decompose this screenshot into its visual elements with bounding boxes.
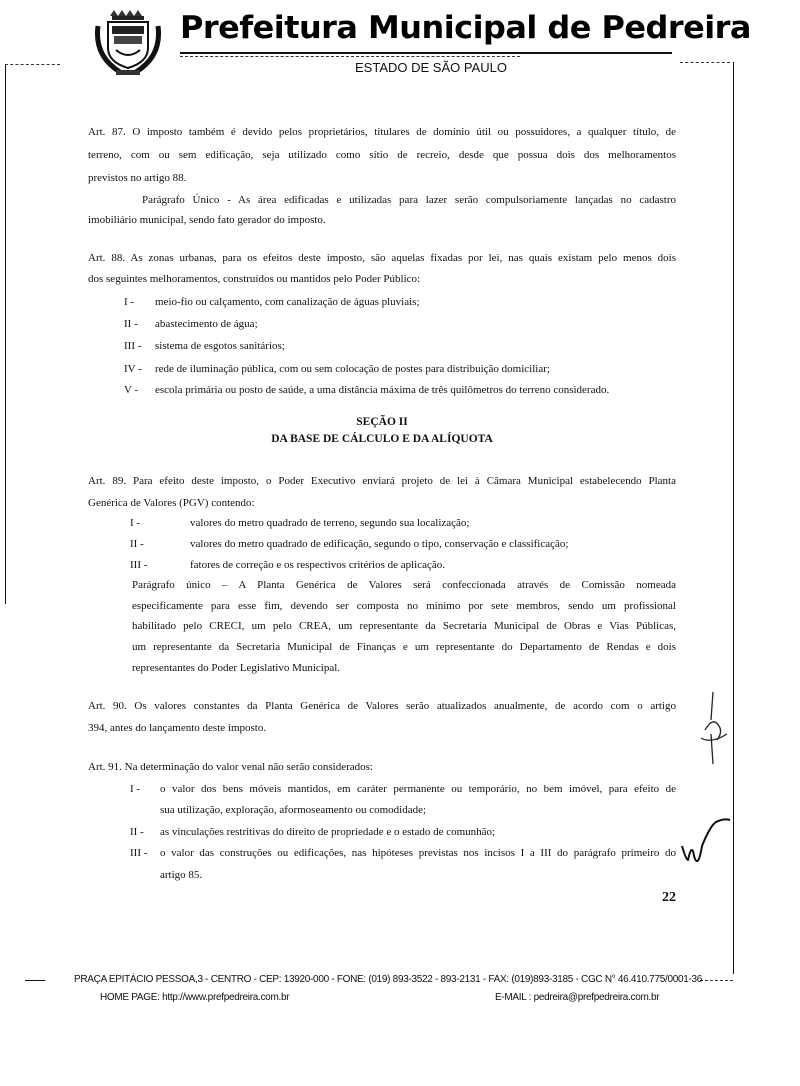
title-underline-dashed	[180, 56, 520, 57]
footer-address: PRAÇA EPITÁCIO PESSOA,3 - CENTRO - CEP: 13920-000 - FONE: (019) 893-3522 - 893-2131 - FAX: (019)893-3185 - CGC N° 46.410.775/0001-36	[74, 974, 703, 985]
art91-item-num: III -	[130, 847, 148, 859]
art89-paragraph-line: um representante da Secretaria Municipal de Finanças e um representante do Departamento de Rendas e dois	[132, 641, 676, 653]
art88-item-num: IV -	[124, 363, 142, 375]
border-top-left	[5, 64, 60, 65]
art89-item-num: I -	[130, 517, 141, 529]
art89-item-num: II -	[130, 538, 144, 550]
art89-item-text: fatores de correção e os respectivos critérios de aplicação.	[190, 559, 446, 571]
border-left	[5, 64, 6, 604]
section-title: DA BASE DE CÁLCULO E DA ALÍQUOTA	[271, 433, 493, 445]
art89-paragraph-line: habilitado pelo CRECI, um pelo CREA, um representante da Secretaria Municipal de Obras e Vias Públicas,	[132, 620, 676, 632]
art88-item-text: rede de iluminação pública, com ou sem colocação de postes para distribuição domiciliar;	[155, 363, 550, 375]
art89-paragraph-line: representantes do Poder Legislativo Municipal.	[132, 662, 341, 674]
title-underline	[180, 52, 672, 54]
art88-item-num: III -	[124, 340, 142, 352]
handwritten-initial-signature	[676, 810, 736, 865]
art91-line: Art. 91. Na determinação do valor venal não serão considerados:	[88, 761, 373, 773]
section-label: SEÇÃO II	[356, 416, 408, 428]
art87-line: previstos no artigo 88.	[88, 172, 187, 184]
page-title: Prefeitura Municipal de Pedreira	[180, 10, 751, 46]
art88-line: dos seguintes melhoramentos, construídos ou mantidos pelo Poder Público:	[88, 273, 421, 285]
art89-item-num: III -	[130, 559, 148, 571]
art89-item-text: valores do metro quadrado de terreno, segundo sua localização;	[190, 517, 470, 529]
art88-item-num: I -	[124, 296, 135, 308]
art88-item-text: sistema de esgotos sanitários;	[155, 340, 285, 352]
coat-of-arms-logo	[92, 6, 164, 80]
art91-item-text: artigo 85.	[160, 869, 203, 881]
border-top-right	[680, 62, 730, 63]
art89-paragraph-line: Parágrafo único – A Planta Genérica de Valores será confeccionada através de Comissão nomeada	[132, 579, 676, 591]
art89-item-text: valores do metro quadrado de edificação, segundo o tipo, conservação e classificação;	[190, 538, 569, 550]
art89-line: Art. 89. Para efeito deste imposto, o Poder Executivo enviará projeto de lei à Câmara Municipal estabelecendo Planta	[88, 475, 676, 487]
page-number: 22	[662, 890, 676, 905]
art89-line: Genérica de Valores (PGV) contendo:	[88, 497, 255, 509]
art88-item-num: II -	[124, 318, 138, 330]
art88-line: Art. 88. As zonas urbanas, para os efeitos deste imposto, são aquelas fixadas por lei, nas quais existam pelo menos dois	[88, 252, 676, 264]
border-bottom-left	[25, 980, 45, 981]
handwritten-initial-signature	[695, 690, 735, 770]
art91-item-text: o valor dos bens móveis mantidos, em caráter permanente ou temporário, no bem imóvel, para efeito de	[160, 783, 676, 795]
footer-email: E-MAIL : pedreira@prefpedreira.com.br	[495, 992, 660, 1003]
art91-item-text: o valor das construções ou edificações, nas hipóteses previstas nos incisos I a III do parágrafo primeiro do	[160, 847, 676, 859]
art91-item-num: I -	[130, 783, 141, 795]
art87-line: Art. 87. O imposto também é devido pelos proprietários, titulares de domínio útil ou possuidores, a qualquer título, de	[88, 126, 676, 138]
art88-item-text: abastecimento de água;	[155, 318, 258, 330]
art87-paragraph-line: imobiliário municipal, sendo fato gerador do imposto.	[88, 214, 326, 226]
art87-paragraph-line: Parágrafo Único - As área edificadas e utilizadas para lazer serão compulsoriamente lançadas no cadastro	[142, 194, 676, 206]
footer-homepage: HOME PAGE: http://www.prefpedreira.com.br	[100, 992, 290, 1003]
border-bottom-right	[700, 980, 733, 981]
art88-item-text: meio-fio ou calçamento, com canalização de águas pluviais;	[155, 296, 420, 308]
art87-line: terreno, com ou sem edificação, seja utilizado como sítio de recreio, desde que possua dois dos melhoramentos	[88, 149, 676, 161]
art90-line: 394, antes do lançamento deste imposto.	[88, 722, 267, 734]
art91-item-text: as vinculações restritivas do direito de propriedade e o estado de comunhão;	[160, 826, 496, 838]
art90-line: Art. 90. Os valores constantes da Planta Genérica de Valores serão atualizados anualmente, de acordo com o artigo	[88, 700, 676, 712]
state-subtitle: ESTADO DE SÃO PAULO	[355, 60, 507, 75]
art88-item-num: V -	[124, 384, 139, 396]
art88-item-text: escola primária ou posto de saúde, a uma distância máxima de três quilômetros do terreno considerado.	[155, 384, 610, 396]
art89-paragraph-line: especificamente para esse fim, devendo ser composta no mínimo por sete membros, sendo um profissional	[132, 600, 676, 612]
art91-item-text: sua utilização, exploração, aformoseamento ou comodidade;	[160, 804, 427, 816]
art91-item-num: II -	[130, 826, 144, 838]
